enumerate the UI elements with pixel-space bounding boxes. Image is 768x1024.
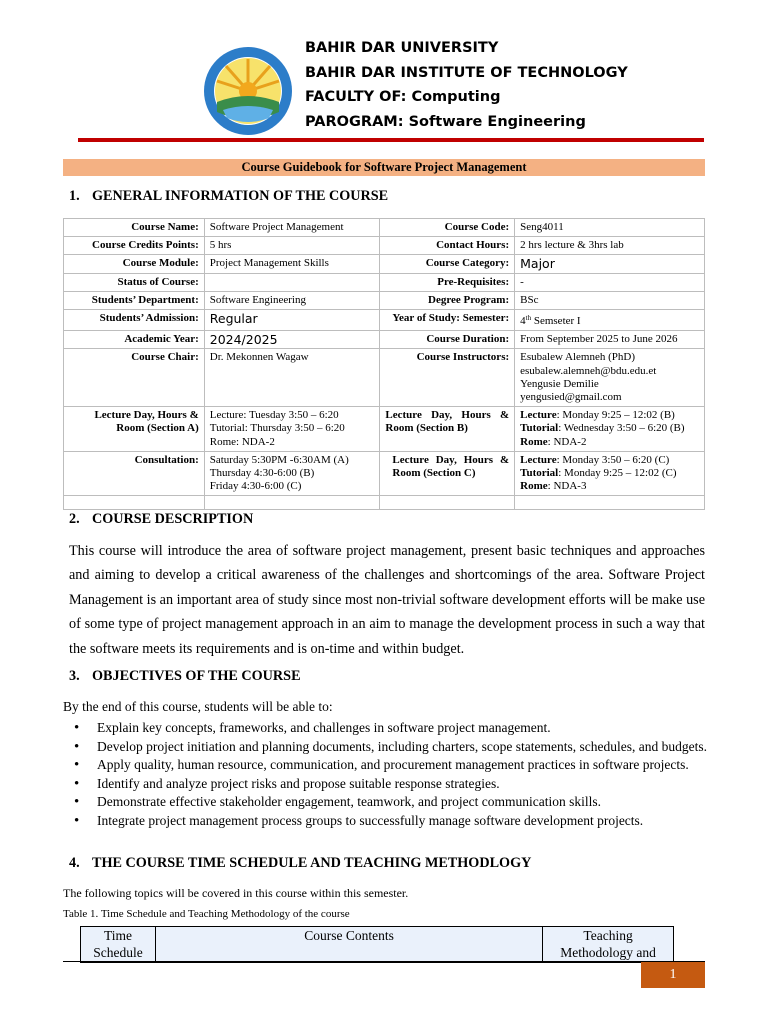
- instructors-value: Esubalew Alemneh (PhD) esubalew.alemneh@bdu.edu.et Yengusie Demilie yengusied@gmail.com: [515, 349, 705, 407]
- list-item: • Explain key concepts, frameworks, and challenges in software project management.: [74, 720, 551, 736]
- degree-value: BSc: [515, 291, 705, 309]
- university-name: BAHIR DAR UNIVERSITY: [305, 40, 499, 56]
- document-title: Course Guidebook for Software Project Management: [63, 159, 705, 176]
- bullet-icon: •: [74, 720, 80, 736]
- table-row: [64, 291, 705, 309]
- academic-year-label: Academic Year:: [64, 331, 205, 349]
- topics-intro: The following topics will be covered in this course within this semester.: [63, 886, 409, 900]
- course-name-label: Course Name:: [64, 219, 205, 237]
- prerequisites-value: -: [515, 273, 705, 291]
- section-b-label: Lecture Day, Hours & Room (Section B): [380, 407, 515, 452]
- section-2-heading: 2. COURSE DESCRIPTION: [69, 511, 254, 527]
- consultation-label: Consultation:: [64, 451, 205, 496]
- course-code-value: Seng4011: [515, 219, 705, 237]
- duration-value: From September 2025 to June 2026: [515, 331, 705, 349]
- department-value: Software Engineering: [204, 291, 380, 309]
- table-header-row: [81, 927, 674, 963]
- section-1-heading: 1. GENERAL INFORMATION OF THE COURSE: [69, 188, 389, 204]
- module-value: Project Management Skills: [204, 255, 380, 273]
- objectives-intro: By the end of this course, students will be able to:: [63, 699, 333, 714]
- table-row: [64, 349, 705, 407]
- prerequisites-label: Pre-Requisites:: [380, 273, 515, 291]
- contact-hours-label: Contact Hours:: [380, 237, 515, 255]
- section-a-schedule: Lecture: Tuesday 3:50 – 6:20 Tutorial: Thursday 3:50 – 6:20 Rome: NDA-2: [204, 407, 380, 452]
- list-item: • Develop project initiation and planning documents, including charters, scope statements, schedules, and budgets.: [74, 738, 707, 755]
- table-row: [64, 237, 705, 255]
- contact-hours-value: 2 hrs lecture & 3hrs lab: [515, 237, 705, 255]
- bullet-icon: •: [74, 794, 80, 810]
- column-header: Course Contents: [155, 927, 542, 963]
- document-header: [305, 36, 628, 135]
- instructors-label: Course Instructors:: [380, 349, 515, 407]
- page-number: 1: [641, 962, 705, 988]
- bullet-icon: •: [74, 812, 80, 829]
- consultation-value: Saturday 5:30PM -6:30AM (A) Thursday 4:30-6:00 (B) Friday 4:30-6:00 (C): [204, 451, 380, 496]
- section-b-schedule: Lecture: Monday 9:25 – 12:02 (B) Tutorial: Wednesday 3:50 – 6:20 (B) Rome: NDA-2: [515, 407, 705, 452]
- category-label: Course Category:: [380, 255, 515, 273]
- page-bottom-divider: [63, 961, 705, 962]
- section-c-label: Lecture Day, Hours & Room (Section C): [380, 451, 515, 496]
- header-divider: [78, 138, 704, 142]
- general-info-table: [63, 218, 705, 510]
- bullet-icon: •: [74, 738, 80, 755]
- table-row: [64, 496, 705, 510]
- table-row: [64, 273, 705, 291]
- column-header: Teaching Methodology and: [543, 927, 674, 963]
- list-item: • Demonstrate effective stakeholder engagement, teamwork, and project communication skills.: [74, 794, 601, 810]
- academic-year-value: 2024/2025: [204, 331, 380, 349]
- table-row: [64, 219, 705, 237]
- column-header: Time Schedule: [81, 927, 156, 963]
- category-value: Major: [515, 255, 705, 273]
- admission-label: Students’ Admission:: [64, 310, 205, 331]
- schedule-table: [80, 926, 674, 963]
- objectives-list: [74, 719, 708, 830]
- status-label: Status of Course:: [64, 273, 205, 291]
- table-caption: Table 1. Time Schedule and Teaching Methodology of the course: [63, 908, 350, 920]
- section-4-heading: 4. THE COURSE TIME SCHEDULE AND TEACHING METHODLOGY: [69, 855, 532, 871]
- table-row: [64, 310, 705, 331]
- university-logo: [203, 46, 293, 136]
- table-row: [64, 331, 705, 349]
- year-label: Year of Study: Semester:: [380, 310, 515, 331]
- credits-value: 5 hrs: [204, 237, 380, 255]
- list-item: • Identify and analyze project risks and propose suitable response strategies.: [74, 775, 500, 792]
- section-3-heading: 3. OBJECTIVES OF THE COURSE: [69, 668, 301, 684]
- list-item: • Integrate project management process groups to successfully manage software development projects.: [74, 812, 644, 829]
- year-value: 4th Semseter I: [515, 310, 705, 331]
- admission-value: Regular: [204, 310, 380, 331]
- module-label: Course Module:: [64, 255, 205, 273]
- degree-label: Degree Program:: [380, 291, 515, 309]
- section-c-schedule: Lecture: Monday 3:50 – 6:20 (C) Tutorial: Monday 9:25 – 12:02 (C) Rome: NDA-3: [515, 451, 705, 496]
- course-code-label: Course Code:: [380, 219, 515, 237]
- instructor-email[interactable]: yengusied@gmail.com: [520, 391, 622, 404]
- instructor-email[interactable]: esubalew.alemneh@bdu.edu.et: [520, 364, 657, 377]
- table-row: [64, 407, 705, 452]
- status-value: [204, 273, 380, 291]
- list-item: • Apply quality, human resource, communication, and procurement management practices in software projects.: [74, 757, 689, 773]
- course-chair-value: Dr. Mekonnen Wagaw: [204, 349, 380, 407]
- bullet-icon: •: [74, 757, 80, 773]
- duration-label: Course Duration:: [380, 331, 515, 349]
- credits-label: Course Credits Points:: [64, 237, 205, 255]
- institute-name: BAHIR DAR INSTITUTE OF TECHNOLOGY: [305, 64, 628, 81]
- course-chair-label: Course Chair:: [64, 349, 205, 407]
- course-description: This course will introduce the area of software project management, present basic techniques and approaches and aiming to develop a critical awareness of the challenges and shortcomings of the area. Software Project Management is an important area of study since most non-trivial software development efforts will be make use of some type of project management approach in an aim to manage the development process in such a way that the software meets its requirements and is on-time and within budget.: [69, 543, 705, 657]
- table-row: [64, 255, 705, 273]
- section-a-label: Lecture Day, Hours & Room (Section A): [64, 407, 205, 452]
- table-row: [64, 451, 705, 496]
- faculty-name: FACULTY OF: Computing: [305, 89, 501, 106]
- bullet-icon: •: [74, 775, 80, 792]
- program-name: PAROGRAM: Software Engineering: [305, 114, 586, 131]
- department-label: Students’ Department:: [64, 291, 205, 309]
- course-name-value: Software Project Management: [204, 219, 380, 237]
